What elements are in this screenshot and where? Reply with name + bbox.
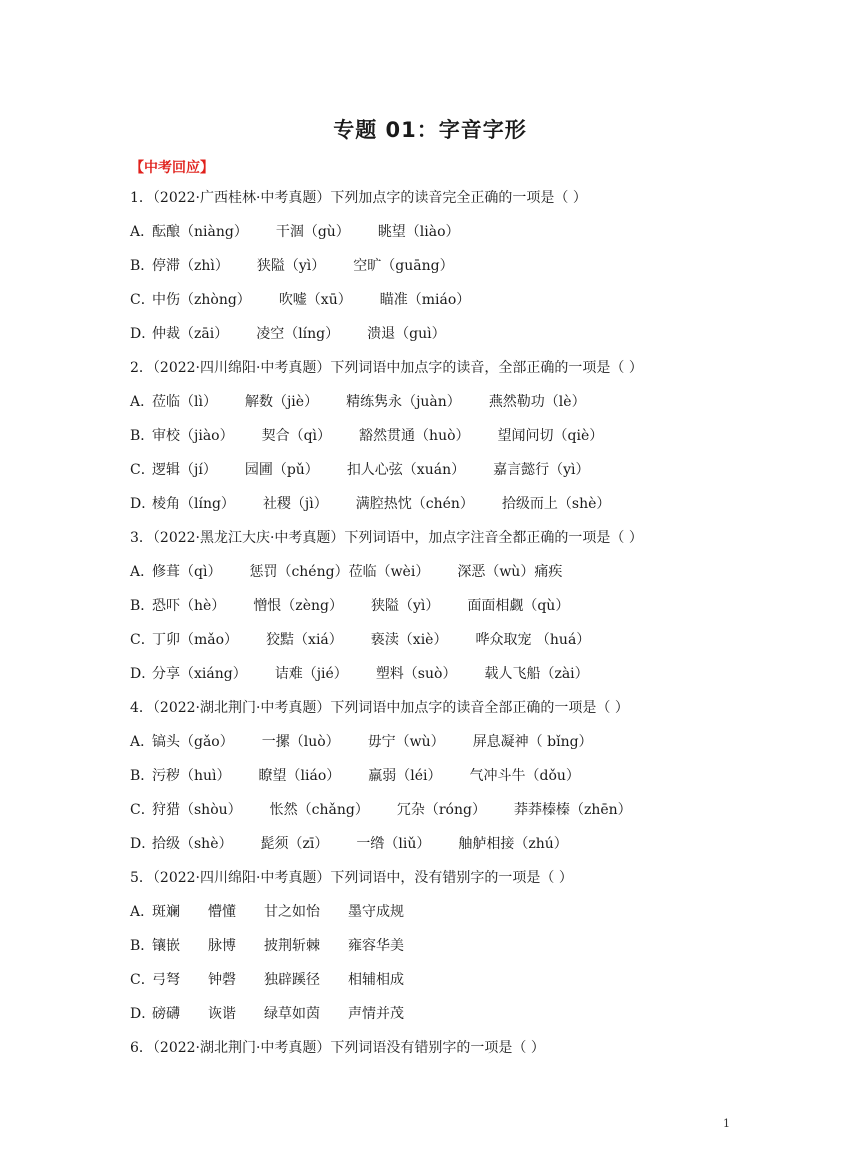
option-term: 独辟蹊径 <box>264 972 320 988</box>
option-term: 舳舻相接（zhú） <box>458 836 568 852</box>
question-stem: 6．（2022·湖北荆门·中考真题）下列词语没有错别字的一项是（ ） <box>130 1040 545 1056</box>
option-term: 豁然贯通（huò） <box>359 428 470 444</box>
option-term: 凌空（líng） <box>256 326 340 342</box>
option-term: 精练隽永（juàn） <box>346 394 461 410</box>
option-term: 恐吓（hè） <box>152 598 226 614</box>
option-letter: B． <box>130 428 155 444</box>
answer-option <box>130 596 750 630</box>
option-letter: B． <box>130 768 155 784</box>
option-term: 屏息凝神（ bǐng） <box>472 734 593 750</box>
option-term: 甘之如怡 <box>264 904 320 920</box>
option-term: 一绺（liǔ） <box>356 836 431 852</box>
option-term: 社稷（jì） <box>262 496 328 512</box>
answer-option <box>130 494 750 528</box>
option-term: 憎恨（zèng） <box>253 598 343 614</box>
option-term: 仲裁（zāi） <box>152 326 229 342</box>
option-term: 拾级而上（shè） <box>501 496 611 512</box>
option-term: 逻辑（jí） <box>152 462 217 478</box>
option-term: 塑料（suò） <box>375 666 457 682</box>
option-term: 嘉言懿行（yì） <box>493 462 590 478</box>
option-term: 污秽（huì） <box>152 768 231 784</box>
option-term: 诙谐 <box>208 1006 236 1022</box>
answer-option <box>130 324 750 358</box>
option-term: 狩猎（shòu） <box>152 802 242 818</box>
option-term: 相辅相成 <box>348 972 404 988</box>
answer-option <box>130 256 750 290</box>
option-term: 镐头（gǎo） <box>152 734 234 750</box>
option-term: 一摞（luò） <box>261 734 340 750</box>
option-term: 墨守成规 <box>348 904 404 920</box>
page-number: 1 <box>723 1117 730 1130</box>
option-letter: C． <box>130 292 155 308</box>
answer-option <box>130 732 750 766</box>
option-term: 钟磬 <box>208 972 236 988</box>
question-stem: 2．（2022·四川绵阳·中考真题）下列词语中加点字的读音，全部正确的一项是（ ） <box>130 360 643 376</box>
option-letter: C． <box>130 462 155 478</box>
option-letter: C． <box>130 802 155 818</box>
option-term: 载人飞船（zài） <box>484 666 589 682</box>
option-term: 磅礴 <box>152 1006 180 1022</box>
option-term: 亵渎（xiè） <box>370 632 448 648</box>
answer-option <box>130 936 750 970</box>
answer-option <box>130 290 750 324</box>
option-letter: A． <box>130 224 155 240</box>
option-term: 声情并茂 <box>348 1006 404 1022</box>
option-term: 怅然（chǎng） <box>269 802 369 818</box>
answer-option <box>130 426 750 460</box>
option-letter: A． <box>130 734 155 750</box>
option-term: 吹嘘（xū） <box>278 292 352 308</box>
option-term: 气冲斗牛（dǒu） <box>469 768 580 784</box>
answer-option <box>130 970 750 1004</box>
option-letter: C． <box>130 972 155 988</box>
question-stem: 4．（2022·湖北荆门·中考真题）下列词语中加点字的读音全部正确的一项是（ ） <box>130 700 629 716</box>
option-term: 懵懂 <box>208 904 236 920</box>
option-term: 诘难（jié） <box>274 666 348 682</box>
option-term: 停滞（zhì） <box>152 258 229 274</box>
option-term: 园圃（pǔ） <box>244 462 319 478</box>
option-term: 哗众取宠 （huá） <box>475 632 591 648</box>
option-term: 棱角（líng） <box>152 496 235 512</box>
option-letter: B． <box>130 258 155 274</box>
option-term: 惩罚（chéng）莅临（wèi） <box>249 564 430 580</box>
option-term: 狭隘（yì） <box>256 258 326 274</box>
option-term: 望闻问切（qiè） <box>497 428 604 444</box>
answer-option <box>130 800 750 834</box>
option-letter: A． <box>130 904 155 920</box>
option-letter: B． <box>130 938 155 954</box>
option-term: 斑斓 <box>152 904 180 920</box>
option-term: 瞭望（liáo） <box>258 768 341 784</box>
page-title: 专题 01：字音字形 <box>333 118 527 142</box>
question-stem: 1．（2022·广西桂林·中考真题）下列加点字的读音完全正确的一项是（ ） <box>130 190 587 206</box>
answer-option <box>130 630 750 664</box>
option-term: 脉博 <box>208 938 236 954</box>
option-term: 披荆斩棘 <box>264 938 320 954</box>
option-term: 拾级（shè） <box>152 836 233 852</box>
answer-option <box>130 562 750 596</box>
option-term: 满腔热忱（chén） <box>355 496 474 512</box>
option-letter: D． <box>130 666 156 682</box>
option-term: 中伤（zhòng） <box>152 292 251 308</box>
answer-option <box>130 834 750 868</box>
option-term: 狭隘（yì） <box>370 598 440 614</box>
question-stem: 3．（2022·黑龙江大庆·中考真题）下列词语中，加点字注音全都正确的一项是（ ） <box>130 530 643 546</box>
option-term: 眺望（liào） <box>377 224 460 240</box>
option-term: 绿草如茵 <box>264 1006 320 1022</box>
option-term: 莅临（lì） <box>152 394 217 410</box>
option-term: 髭须（zī） <box>260 836 329 852</box>
option-term: 空旷（guāng） <box>353 258 454 274</box>
option-term: 解数（jiè） <box>244 394 319 410</box>
option-term: 分享（xiáng） <box>152 666 247 682</box>
section-label: 【中考回应】 <box>130 160 214 176</box>
option-term: 莽莽榛榛（zhēn） <box>513 802 632 818</box>
option-term: 丁卯（mǎo） <box>152 632 239 648</box>
option-term: 瞄准（miáo） <box>379 292 471 308</box>
answer-option <box>130 766 750 800</box>
option-letter: D． <box>130 1006 156 1022</box>
option-term: 干涸（gù） <box>275 224 350 240</box>
answer-option <box>130 664 750 698</box>
answer-option <box>130 222 750 256</box>
option-term: 深恶（wù）痛疾 <box>457 564 563 580</box>
question-stem: 5．（2022·四川绵阳·中考真题）下列词语中，没有错别字的一项是（ ） <box>130 870 573 886</box>
answer-option <box>130 1004 750 1038</box>
option-term: 审校（jiào） <box>152 428 234 444</box>
answer-option <box>130 392 750 426</box>
option-term: 弓弩 <box>152 972 180 988</box>
option-letter: A． <box>130 564 155 580</box>
option-letter: A． <box>130 394 155 410</box>
option-term: 毋宁（wù） <box>367 734 445 750</box>
option-term: 燕然勒功（lè） <box>488 394 586 410</box>
option-letter: D． <box>130 496 156 512</box>
option-term: 冗杂（róng） <box>396 802 486 818</box>
option-term: 镶嵌 <box>152 938 180 954</box>
option-letter: B． <box>130 598 155 614</box>
question-list <box>130 188 750 1072</box>
option-term: 雍容华美 <box>348 938 404 954</box>
option-letter: C． <box>130 632 155 648</box>
option-term: 修葺（qì） <box>152 564 222 580</box>
option-term: 狡黠（xiá） <box>266 632 343 648</box>
option-term: 契合（qì） <box>261 428 332 444</box>
option-term: 羸弱（léi） <box>368 768 442 784</box>
option-letter: D． <box>130 326 156 342</box>
option-term: 酝酿（niàng） <box>152 224 248 240</box>
option-letter: D． <box>130 836 156 852</box>
answer-option <box>130 902 750 936</box>
answer-option <box>130 460 750 494</box>
option-term: 扣人心弦（xuán） <box>346 462 466 478</box>
option-term: 溃退（guì） <box>367 326 446 342</box>
option-term: 面面相觑（qù） <box>467 598 570 614</box>
